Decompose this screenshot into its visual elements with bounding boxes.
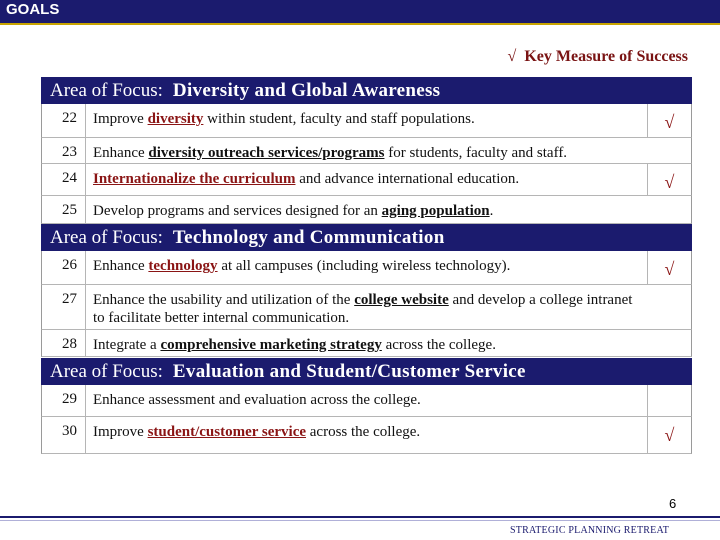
page-number: 6 (669, 496, 677, 511)
page-title: GOALS (6, 1, 60, 18)
success-check-icon: √ (647, 251, 691, 284)
goal-row-25 (41, 196, 692, 224)
success-check-icon: √ (647, 417, 691, 453)
footer-divider-thin (0, 520, 720, 521)
goal-number: 27 (42, 285, 86, 329)
empty-check-cell (647, 385, 691, 416)
goal-row-28 (41, 330, 692, 357)
goal-text: Develop programs and services designed for an aging population. (93, 203, 494, 219)
footer-divider (0, 516, 720, 518)
goal-number: 29 (42, 385, 86, 416)
goal-row-22 (41, 104, 692, 138)
goal-row-29 (41, 385, 692, 417)
legend-label: Key Measure of Success (524, 48, 688, 65)
area-header-evaluation (41, 358, 692, 385)
goal-number: 23 (42, 138, 86, 163)
goal-text: Improve diversity within student, faculty and staff populations. (93, 111, 475, 127)
success-check-icon: √ (647, 164, 691, 195)
area-label: Area of Focus: (50, 361, 163, 382)
area-name: Evaluation and Student/Customer Service (172, 361, 526, 382)
goal-number: 26 (42, 251, 86, 284)
goal-number: 30 (42, 417, 86, 453)
goal-row-26 (41, 251, 692, 285)
header-divider (0, 23, 720, 25)
success-check-icon: √ (647, 104, 691, 137)
goal-text: Enhance diversity outreach services/programs for students, faculty and staff. (93, 145, 568, 161)
area-name: Diversity and Global Awareness (172, 80, 441, 101)
goal-row-24 (41, 164, 692, 196)
goal-number: 24 (42, 164, 86, 195)
area-label: Area of Focus: (50, 227, 163, 248)
goal-text: Improve student/customer service across the college. (93, 424, 421, 440)
goal-text: Internationalize the curriculum and advance international education. (93, 171, 520, 187)
footer-text: STRATEGIC PLANNING RETREAT (510, 525, 670, 536)
goal-number: 25 (42, 196, 86, 223)
goal-row-23 (41, 138, 692, 164)
goal-row-30 (41, 417, 692, 454)
area-name: Technology and Communication (172, 227, 445, 248)
header-bar (0, 0, 720, 23)
checkmark-icon: √ (507, 48, 517, 65)
legend (508, 48, 688, 66)
area-header-diversity (41, 77, 692, 104)
goal-text: Integrate a comprehensive marketing strategy across the college. (93, 337, 496, 353)
goal-number: 22 (42, 104, 86, 137)
area-label: Area of Focus: (50, 80, 163, 101)
goal-text: Enhance technology at all campuses (including wireless technology). (93, 258, 511, 274)
goal-row-27 (41, 285, 692, 330)
goal-number: 28 (42, 330, 86, 356)
area-header-technology (41, 224, 692, 251)
goal-text: Enhance assessment and evaluation across the college. (93, 392, 421, 408)
goal-text: Enhance the usability and utilization of the college website and develop a college intranet to facilitate better internal communication. (93, 292, 633, 326)
